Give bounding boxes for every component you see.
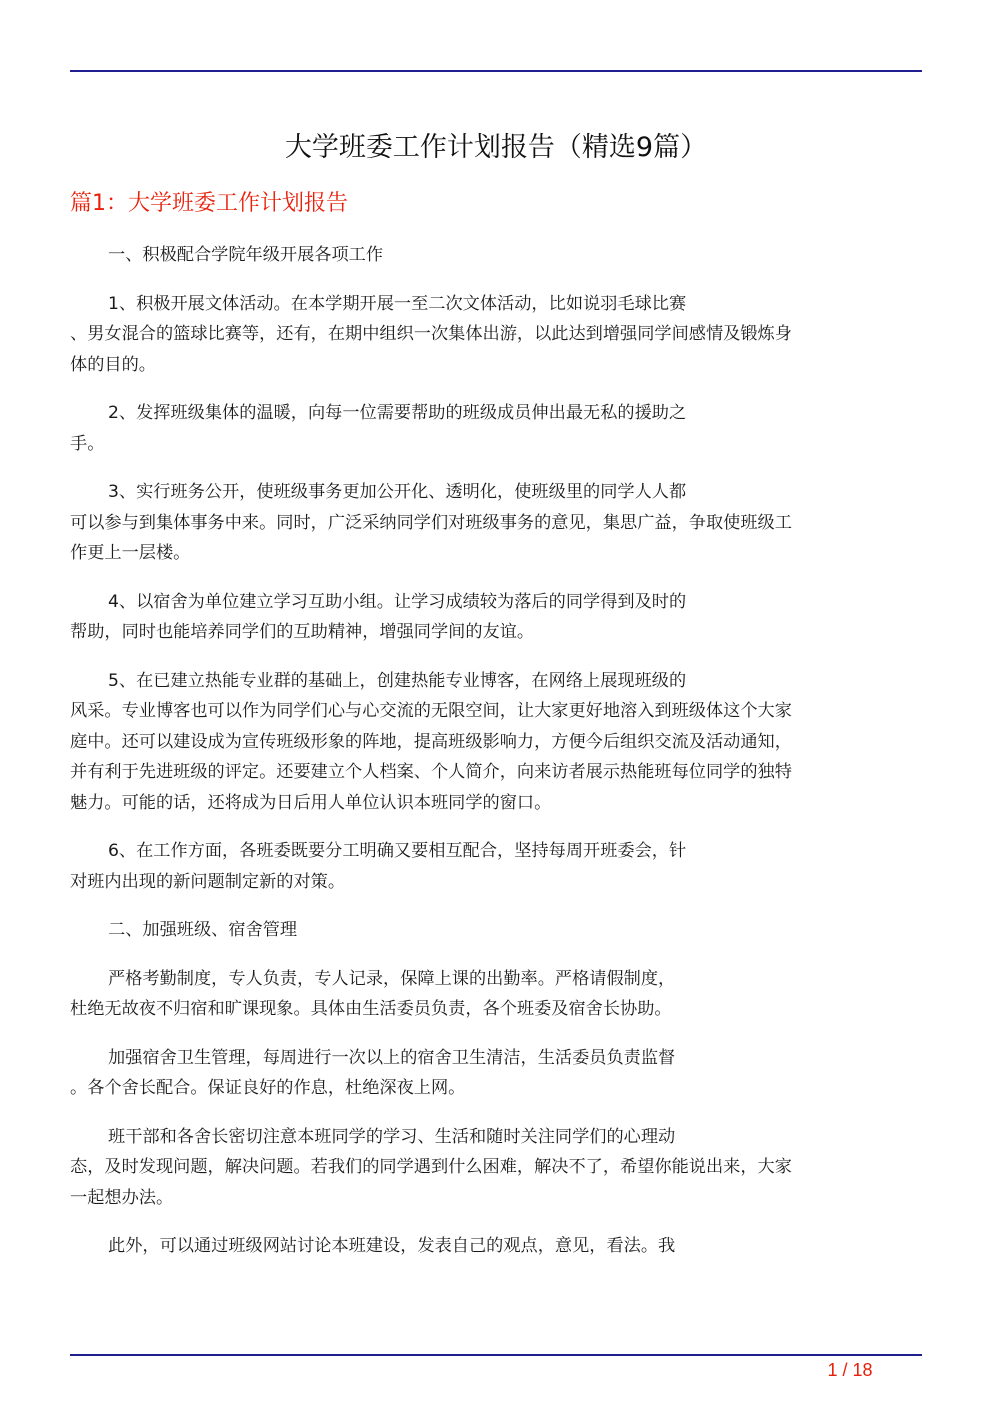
header-rule bbox=[70, 70, 922, 72]
document-title: 大学班委工作计划报告（精选9篇） bbox=[284, 132, 708, 163]
paragraph-line: 1、积极开展文体活动。在本学期开展一至二次文体活动，比如说羽毛球比赛 bbox=[108, 293, 687, 314]
paragraph-line: 二、加强班级、宿舍管理 bbox=[108, 920, 298, 940]
paragraph-line: 可以参与到集体事务中来。同时，广泛采纳同学们对班级事务的意见，集思广益，争取使班级工 bbox=[70, 512, 792, 533]
paragraph-line: 此外，可以通过班级网站讨论本班建设，发表自己的观点，意见，看法。我 bbox=[108, 1236, 676, 1256]
paragraph bbox=[70, 240, 922, 271]
paragraph bbox=[70, 289, 922, 381]
paragraph-line: 5、在已建立热能专业群的基础上，创建热能专业博客，在网络上展现班级的 bbox=[108, 670, 687, 691]
paragraph-line: 手。 bbox=[70, 433, 105, 454]
paragraph-line: 4、以宿舍为单位建立学习互助小组。让学习成绩较为落后的同学得到及时的 bbox=[108, 591, 687, 612]
paragraph-line: 2、发挥班级集体的温暖，向每一位需要帮助的班级成员伸出最无私的援助之 bbox=[108, 403, 687, 423]
paragraph-line: 魅力。可能的话，还将成为日后用人单位认识本班同学的窗口。 bbox=[70, 792, 552, 813]
paragraph-line: 班干部和各舍长密切注意本班同学的学习、生活和随时关注同学们的心理动 bbox=[108, 1126, 676, 1147]
paragraph bbox=[70, 666, 922, 819]
paragraph bbox=[70, 398, 922, 459]
paragraph-line: 庭中。还可以建设成为宣传班级形象的阵地，提高班级影响力，方便今后组织交流及活动通知， bbox=[70, 731, 792, 752]
paragraph-line: 对班内出现的新问题制定新的对策。 bbox=[70, 871, 346, 892]
paragraph-line: 一起想办法。 bbox=[70, 1187, 174, 1208]
paragraph bbox=[70, 477, 922, 569]
paragraph-line: 。各个舍长配合。保证良好的作息，杜绝深夜上网。 bbox=[70, 1078, 466, 1098]
document-body bbox=[70, 240, 922, 1280]
paragraph-line: 态，及时发现问题，解决问题。若我们的同学遇到什么困难，解决不了，希望你能说出来，大家 bbox=[70, 1157, 792, 1177]
paragraph-line: 一、积极配合学院年级开展各项工作 bbox=[108, 245, 384, 265]
footer-rule bbox=[70, 1354, 922, 1356]
paragraph-line: 、男女混合的篮球比赛等，还有，在期中组织一次集体出游，以此达到增强同学间感情及锻炼身 bbox=[70, 324, 792, 344]
paragraph-line: 严格考勤制度，专人负责，专人记录，保障上课的出勤率。严格请假制度， bbox=[108, 968, 676, 989]
paragraph-line: 风采。专业博客也可以作为同学们心与心交流的无限空间，让大家更好地溶入到班级体这个大家 bbox=[70, 701, 792, 721]
section-heading: 篇1：大学班委工作计划报告 bbox=[70, 191, 348, 216]
paragraph bbox=[70, 915, 922, 946]
paragraph-line: 3、实行班务公开，使班级事务更加公开化、透明化，使班级里的同学人人都 bbox=[108, 482, 687, 502]
paragraph-line: 杜绝无故夜不归宿和旷课现象。具体由生活委员负责，各个班委及宿舍长协助。 bbox=[70, 999, 672, 1019]
paragraph bbox=[70, 587, 922, 648]
paragraph bbox=[70, 1231, 922, 1262]
paragraph-line: 作更上一层楼。 bbox=[70, 543, 191, 563]
paragraph-line: 6、在工作方面，各班委既要分工明确又要相互配合，坚持每周开班委会，针 bbox=[108, 841, 687, 861]
paragraph bbox=[70, 836, 922, 897]
page-indicator: 1 / 18 bbox=[827, 1360, 873, 1380]
paragraph-line: 加强宿舍卫生管理，每周进行一次以上的宿舍卫生清洁，生活委员负责监督 bbox=[108, 1047, 676, 1068]
paragraph-line: 帮助，同时也能培养同学们的互助精神，增强同学间的友谊。 bbox=[70, 622, 535, 642]
paragraph bbox=[70, 964, 922, 1025]
paragraph bbox=[70, 1043, 922, 1104]
paragraph bbox=[70, 1122, 922, 1214]
paragraph-line: 体的目的。 bbox=[70, 354, 156, 375]
paragraph-line: 并有利于先进班级的评定。还要建立个人档案、个人简介，向来访者展示热能班每位同学的独特 bbox=[70, 762, 792, 782]
